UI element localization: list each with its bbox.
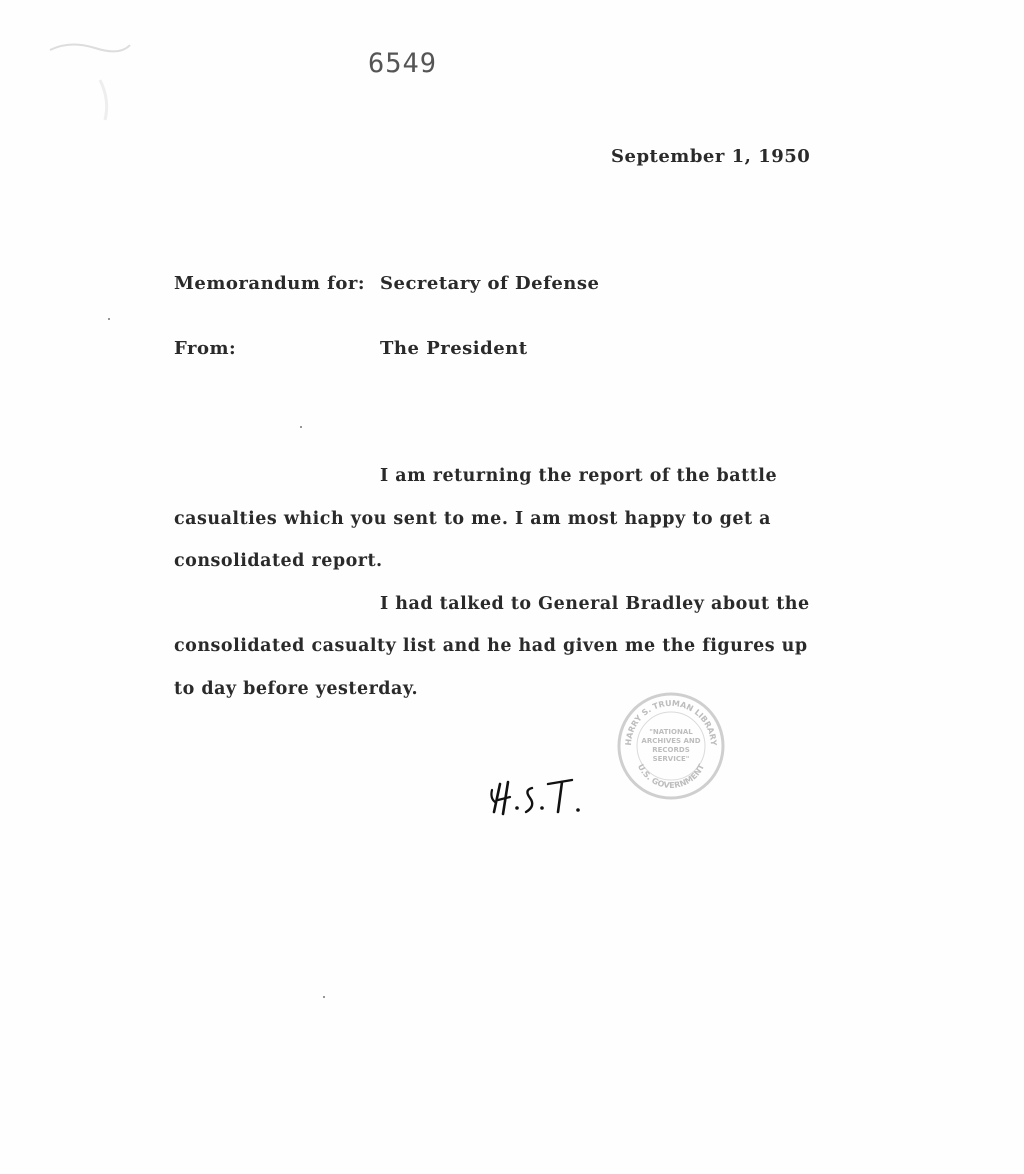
body-line: consolidated casualty list and he had given me the figures up [174, 636, 808, 656]
handwritten-initials-signature [486, 770, 596, 820]
archives-stamp [615, 690, 727, 802]
body-line: casualties which you sent to me. I am most happy to get a [174, 509, 771, 529]
svg-text:HARRY S. TRUMAN LIBRARY: HARRY S. TRUMAN LIBRARY [623, 698, 719, 746]
document-number: 6549 [368, 48, 438, 79]
body-line: I am returning the report of the battle [380, 466, 778, 486]
svg-text:ARCHIVES AND: ARCHIVES AND [641, 737, 701, 745]
memo-from-value: The President [380, 338, 528, 359]
body-line: I had talked to General Bradley about the [380, 594, 810, 614]
paper-speck [323, 996, 325, 998]
memo-from-label: From: [174, 338, 237, 359]
svg-text:"NATIONAL: "NATIONAL [649, 728, 693, 736]
memo-to-value: Secretary of Defense [380, 273, 600, 294]
svg-text:U.S. GOVERNMENT: U.S. GOVERNMENT [635, 762, 707, 791]
svg-text:RECORDS: RECORDS [652, 746, 690, 754]
memo-date: September 1, 1950 [611, 146, 811, 167]
paper-speck [300, 426, 302, 428]
body-line: consolidated report. [174, 551, 383, 571]
paper-speck [108, 318, 110, 320]
paper-smudge [40, 20, 160, 140]
memo-to-label: Memorandum for: [174, 273, 366, 294]
svg-text:SERVICE": SERVICE" [652, 755, 690, 763]
body-line: to day before yesterday. [174, 679, 419, 699]
